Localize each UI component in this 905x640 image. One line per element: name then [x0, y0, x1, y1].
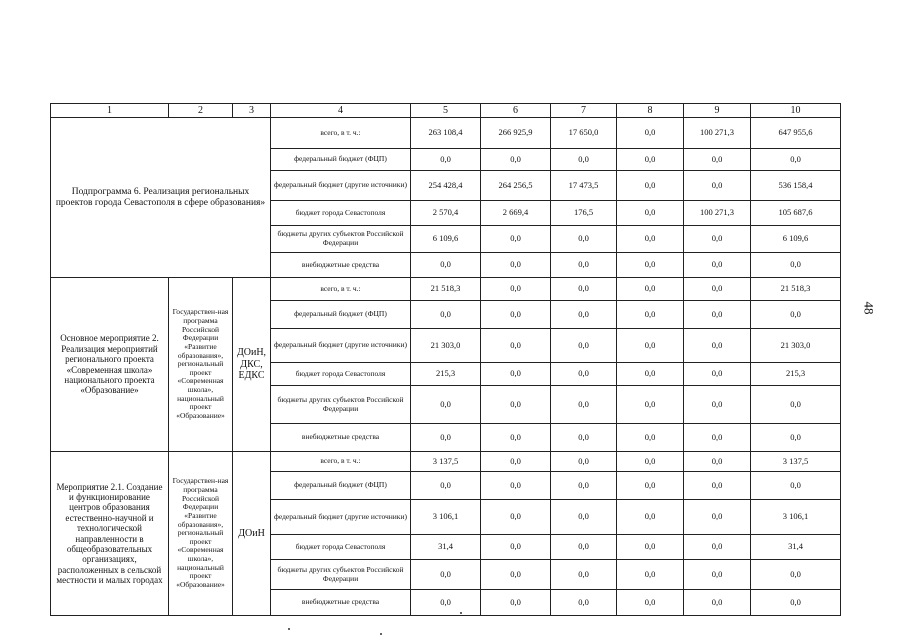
value-cell: 0,0: [617, 363, 684, 386]
value-cell: 0,0: [617, 201, 684, 226]
value-cell: 0,0: [481, 560, 551, 590]
value-cell: 0,0: [481, 253, 551, 278]
funding-source-label: бюджет города Севастополя: [271, 363, 411, 386]
value-cell: 0,0: [751, 424, 841, 452]
table-body: [51, 118, 841, 616]
value-cell: 0,0: [684, 560, 751, 590]
col-header-8: 8: [617, 104, 684, 118]
table-row: [51, 118, 841, 149]
value-cell: 0,0: [751, 560, 841, 590]
page-number: 48: [861, 301, 877, 315]
program-reference: Государствен-ная программа Российской Федерации «Развитие образования», региональный проект «Современная школа», национальный проект «Образование»: [169, 278, 233, 452]
value-cell: 0,0: [481, 535, 551, 560]
value-cell: 17 650,0: [551, 118, 617, 149]
value-cell: 100 271,3: [684, 201, 751, 226]
value-cell: 0,0: [551, 500, 617, 535]
value-cell: 0,0: [751, 253, 841, 278]
value-cell: 21 303,0: [411, 329, 481, 363]
value-cell: 0,0: [684, 472, 751, 500]
value-cell: 266 925,9: [481, 118, 551, 149]
funding-source-label: внебюджетные средства: [271, 253, 411, 278]
funding-source-label: бюджет города Севастополя: [271, 201, 411, 226]
main-activity-name: Основное мероприятие 2. Реализация мероприятий регионального проекта «Современная школа» национального проекта «Образование»: [51, 278, 169, 452]
value-cell: 0,0: [684, 226, 751, 253]
value-cell: 3 106,1: [411, 500, 481, 535]
value-cell: 0,0: [617, 424, 684, 452]
funding-source-label: федеральный бюджет (другие источники): [271, 500, 411, 535]
value-cell: 0,0: [617, 301, 684, 329]
funding-source-label: внебюджетные средства: [271, 590, 411, 616]
value-cell: 6 109,6: [411, 226, 481, 253]
value-cell: 0,0: [481, 386, 551, 424]
executor: ДОиН: [233, 452, 271, 616]
value-cell: 0,0: [617, 500, 684, 535]
funding-source-label: всего, в т. ч.:: [271, 278, 411, 301]
value-cell: 3 106,1: [751, 500, 841, 535]
value-cell: 2 570,4: [411, 201, 481, 226]
value-cell: 0,0: [481, 329, 551, 363]
value-cell: 254 428,4: [411, 171, 481, 201]
value-cell: 0,0: [411, 301, 481, 329]
value-cell: 263 108,4: [411, 118, 481, 149]
funding-source-label: бюджеты других субъектов Российской Федерации: [271, 386, 411, 424]
value-cell: 0,0: [617, 590, 684, 616]
value-cell: 0,0: [551, 472, 617, 500]
value-cell: 0,0: [481, 472, 551, 500]
value-cell: 647 955,6: [751, 118, 841, 149]
budget-table: [50, 103, 841, 616]
value-cell: 0,0: [684, 171, 751, 201]
value-cell: 0,0: [617, 329, 684, 363]
value-cell: 0,0: [411, 560, 481, 590]
value-cell: 2 669,4: [481, 201, 551, 226]
value-cell: 0,0: [684, 278, 751, 301]
value-cell: 0,0: [481, 590, 551, 616]
value-cell: 21 303,0: [751, 329, 841, 363]
value-cell: 0,0: [551, 329, 617, 363]
funding-source-label: всего, в т. ч.:: [271, 118, 411, 149]
value-cell: 0,0: [684, 500, 751, 535]
value-cell: 176,5: [551, 201, 617, 226]
value-cell: 31,4: [411, 535, 481, 560]
value-cell: 6 109,6: [751, 226, 841, 253]
value-cell: 0,0: [617, 472, 684, 500]
value-cell: 0,0: [411, 253, 481, 278]
activity-name: Мероприятие 2.1. Создание и функционирование центров образования естественно-научной и технологической направленности в общеобразовательных организациях, расположенных в сельской местности и малых городах: [51, 452, 169, 616]
value-cell: 105 687,6: [751, 201, 841, 226]
value-cell: 0,0: [684, 329, 751, 363]
value-cell: 0,0: [684, 424, 751, 452]
value-cell: 0,0: [481, 226, 551, 253]
value-cell: 0,0: [481, 301, 551, 329]
value-cell: 0,0: [684, 590, 751, 616]
col-header-5: 5: [411, 104, 481, 118]
scan-speck: [460, 612, 462, 614]
value-cell: 0,0: [684, 535, 751, 560]
value-cell: 0,0: [481, 363, 551, 386]
funding-source-label: федеральный бюджет (ФЦП): [271, 472, 411, 500]
col-header-1: 1: [51, 104, 169, 118]
value-cell: 0,0: [617, 278, 684, 301]
scan-speck: [380, 633, 382, 635]
value-cell: 0,0: [551, 278, 617, 301]
value-cell: 0,0: [411, 386, 481, 424]
funding-source-label: бюджеты других субъектов Российской Федерации: [271, 226, 411, 253]
value-cell: 0,0: [684, 363, 751, 386]
value-cell: 0,0: [751, 386, 841, 424]
col-header-4: 4: [271, 104, 411, 118]
value-cell: 100 271,3: [684, 118, 751, 149]
value-cell: 0,0: [617, 226, 684, 253]
value-cell: 264 256,5: [481, 171, 551, 201]
col-header-7: 7: [551, 104, 617, 118]
value-cell: 0,0: [411, 590, 481, 616]
value-cell: 0,0: [617, 253, 684, 278]
subprogram-name: Подпрограмма 6. Реализация региональных проектов города Севастополя в сфере образования»: [51, 118, 271, 278]
value-cell: 0,0: [411, 149, 481, 171]
value-cell: 536 158,4: [751, 171, 841, 201]
col-header-2: 2: [169, 104, 233, 118]
value-cell: 215,3: [411, 363, 481, 386]
value-cell: 0,0: [411, 472, 481, 500]
value-cell: 21 518,3: [411, 278, 481, 301]
value-cell: 0,0: [551, 590, 617, 616]
value-cell: 0,0: [481, 424, 551, 452]
funding-source-label: бюджет города Севастополя: [271, 535, 411, 560]
value-cell: 0,0: [411, 424, 481, 452]
funding-source-label: бюджеты других субъектов Российской Федерации: [271, 560, 411, 590]
value-cell: 0,0: [551, 253, 617, 278]
value-cell: 0,0: [481, 149, 551, 171]
table-row: [51, 278, 841, 301]
value-cell: 0,0: [684, 253, 751, 278]
value-cell: 0,0: [617, 452, 684, 472]
funding-source-label: федеральный бюджет (другие источники): [271, 171, 411, 201]
value-cell: 0,0: [617, 118, 684, 149]
funding-source-label: федеральный бюджет (ФЦП): [271, 301, 411, 329]
value-cell: 0,0: [551, 424, 617, 452]
value-cell: 0,0: [751, 149, 841, 171]
value-cell: 17 473,5: [551, 171, 617, 201]
col-header-3: 3: [233, 104, 271, 118]
col-header-9: 9: [684, 104, 751, 118]
value-cell: 0,0: [481, 278, 551, 301]
value-cell: 0,0: [481, 452, 551, 472]
value-cell: 0,0: [551, 452, 617, 472]
funding-source-label: федеральный бюджет (другие источники): [271, 329, 411, 363]
value-cell: 0,0: [551, 535, 617, 560]
header-row: [51, 104, 841, 118]
value-cell: 0,0: [617, 386, 684, 424]
value-cell: 3 137,5: [751, 452, 841, 472]
value-cell: 0,0: [617, 560, 684, 590]
value-cell: 0,0: [551, 301, 617, 329]
executor: ДОиН, ДКС, ЕДКС: [233, 278, 271, 452]
value-cell: 0,0: [751, 590, 841, 616]
funding-source-label: федеральный бюджет (ФЦП): [271, 149, 411, 171]
funding-source-label: внебюджетные средства: [271, 424, 411, 452]
value-cell: 0,0: [551, 149, 617, 171]
value-cell: 0,0: [551, 386, 617, 424]
value-cell: 0,0: [684, 301, 751, 329]
value-cell: 0,0: [684, 149, 751, 171]
table-row: [51, 452, 841, 472]
value-cell: 0,0: [617, 535, 684, 560]
program-reference: Государствен-ная программа Российской Федерации «Развитие образования», региональный проект «Современная школа», национальный проект «Образование»: [169, 452, 233, 616]
funding-source-label: всего, в т. ч.:: [271, 452, 411, 472]
value-cell: 21 518,3: [751, 278, 841, 301]
value-cell: 0,0: [617, 149, 684, 171]
value-cell: 0,0: [551, 226, 617, 253]
value-cell: 3 137,5: [411, 452, 481, 472]
value-cell: 0,0: [481, 500, 551, 535]
col-header-10: 10: [751, 104, 841, 118]
value-cell: 215,3: [751, 363, 841, 386]
value-cell: 31,4: [751, 535, 841, 560]
value-cell: 0,0: [551, 560, 617, 590]
value-cell: 0,0: [684, 386, 751, 424]
value-cell: 0,0: [751, 301, 841, 329]
value-cell: 0,0: [617, 171, 684, 201]
value-cell: 0,0: [751, 472, 841, 500]
col-header-6: 6: [481, 104, 551, 118]
scan-speck: [288, 628, 290, 630]
value-cell: 0,0: [684, 452, 751, 472]
value-cell: 0,0: [551, 363, 617, 386]
